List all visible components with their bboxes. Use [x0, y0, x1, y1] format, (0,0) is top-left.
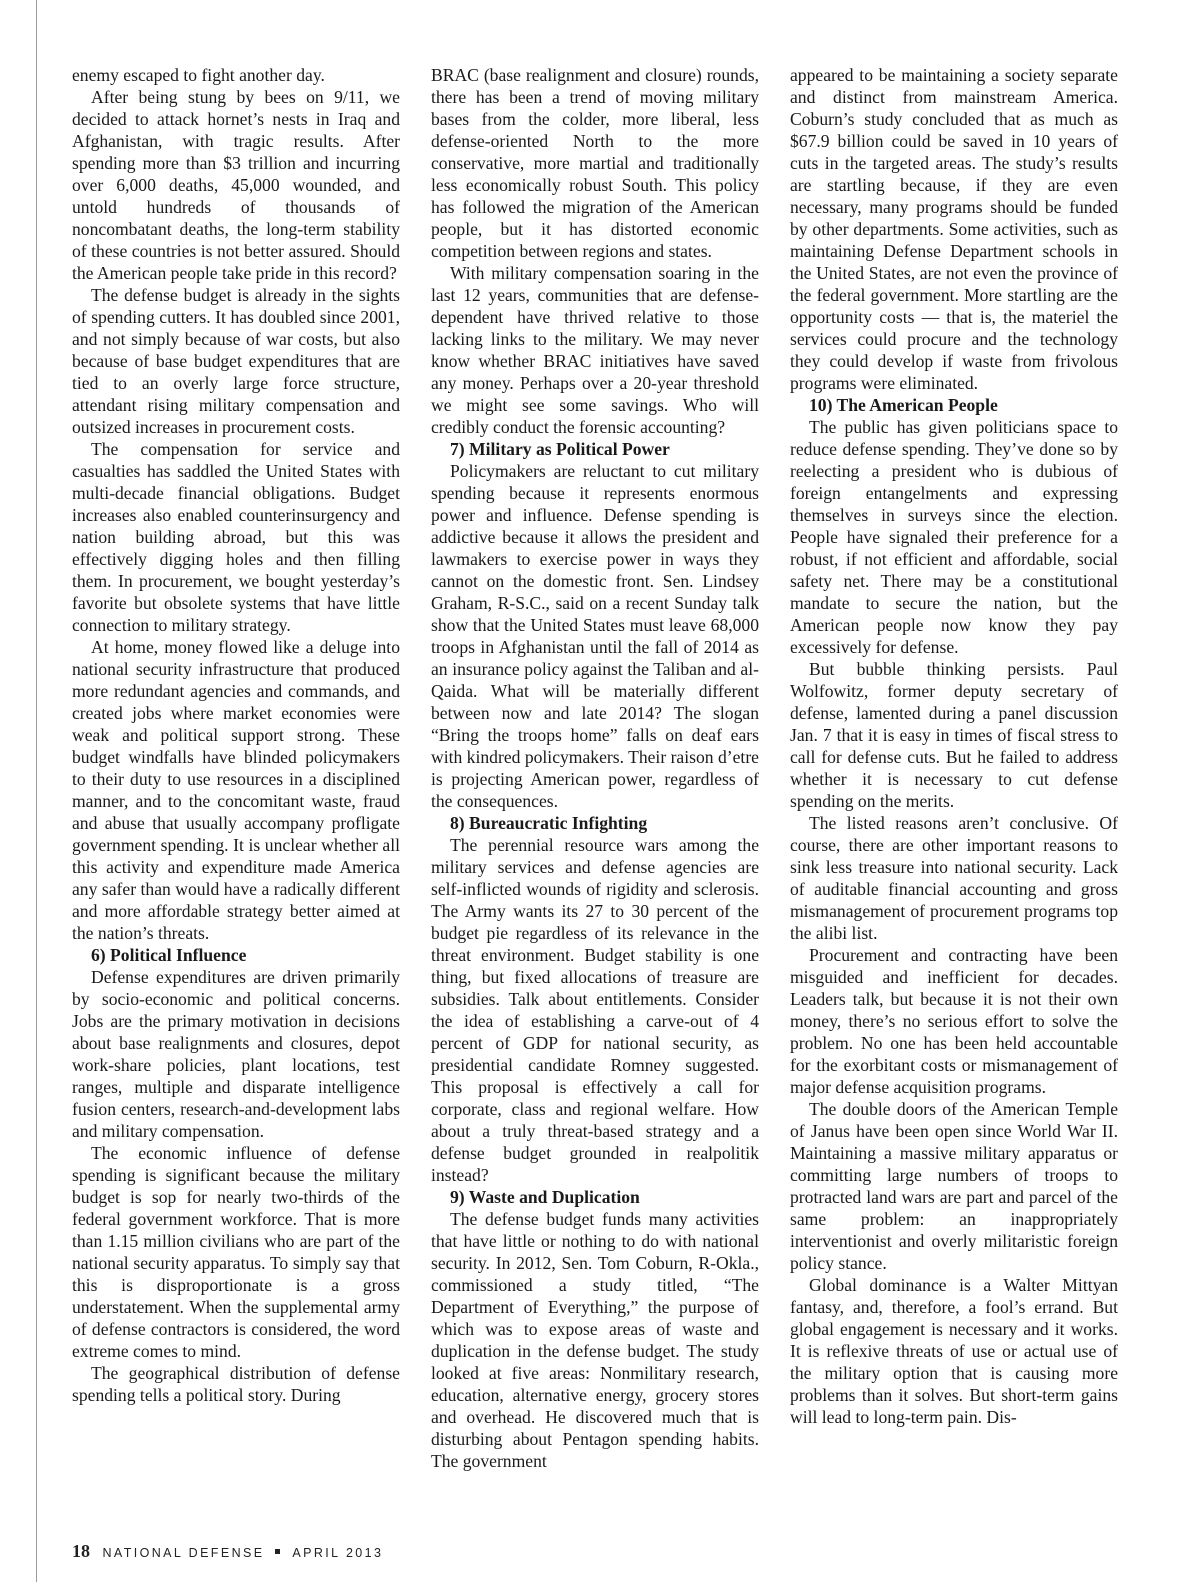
- article-column-3: [790, 64, 1118, 1428]
- paragraph: The defense budget funds many activities that have little or nothing to do with national security. In 2012, Sen. Tom Coburn, R-Okla., commissioned a study titled, “The Department of Everything,” the purpose of which was to expose areas of waste and duplication in the defense budget. The study looked at five areas: Nonmilitary research, education, alternative energy, grocery stores and overhead. He discovered much that is disturbing about Pentagon spending habits. The government: [431, 1209, 759, 1471]
- footer-separator: [275, 1549, 280, 1554]
- section-heading: 7) Military as Political Power: [450, 439, 670, 459]
- paragraph: enemy escaped to fight another day.: [72, 65, 325, 85]
- article-column-2: [431, 64, 759, 1472]
- paragraph: The economic influence of defense spending is significant because the military budget is sop for nearly two-thirds of the federal government workforce. That is more than 1.15 million civilians who are part of the national security apparatus. To simply say that this is disproportionate is a gross understatement. When the supplemental army of defense contractors is considered, the word extreme comes to mind.: [72, 1143, 400, 1361]
- paragraph: Global dominance is a Walter Mittyan fantasy, and, therefore, a fool’s errand. But global engagement is necessary and it works. It is reflexive threats of use or actual use of the military option that is causing more problems than it solves. But short-term gains will lead to long-term pain. Dis-: [790, 1275, 1118, 1427]
- paragraph: The compensation for service and casualties has saddled the United States with multi-decade financial obligations. Budget increases also enabled counterinsurgency and nation building abroad, but this was effectively digging holes and then filling them. In procurement, we bought yesterday’s favorite but obsolete systems that have little connection to military strategy.: [72, 439, 400, 635]
- publication-name: NATIONAL DEFENSE: [102, 1546, 265, 1560]
- section-heading: 10) The American People: [809, 395, 998, 415]
- section-heading: 6) Political Influence: [91, 945, 247, 965]
- paragraph: The defense budget is already in the sights of spending cutters. It has doubled since 2001, and not simply because of war costs, but also because of base budget expenditures that are tied to an overly large force structure, attendant rising military compensation and outsized increases in procurement costs.: [72, 285, 400, 437]
- page-number: 18: [72, 1541, 90, 1561]
- paragraph: At home, money flowed like a deluge into national security infrastructure that produced more redundant agencies and commands, and created jobs where market economies were weak and political support strong. These budget windfalls have blinded policymakers to their duty to use resources in a disciplined manner, and to the concomitant waste, fraud and abuse that usually accompany profligate government spending. It is unclear whether all this activity and expenditure made America any safer than would have a radically different and more affordable strategy better aimed at the nation’s threats.: [72, 637, 400, 943]
- section-heading: 8) Bureaucratic Infighting: [450, 813, 648, 833]
- paragraph: The listed reasons aren’t conclusive. Of course, there are other important reasons to sink less treasure into national security. Lack of auditable financial accounting and gross mismanagement of procurement programs top the alibi list.: [790, 813, 1118, 943]
- section-heading: 9) Waste and Duplication: [450, 1187, 640, 1207]
- paragraph: With military compensation soaring in the last 12 years, communities that are defense-dependent have thrived relative to those lacking links to the military. We may never know whether BRAC initiatives have saved any money. Perhaps over a 20-year threshold we might see some savings. Who will credibly conduct the forensic accounting?: [431, 263, 759, 437]
- paragraph: The geographical distribution of defense spending tells a political story. During: [72, 1363, 400, 1405]
- paragraph: The double doors of the American Temple of Janus have been open since World War II. Maintaining a massive military apparatus or committing large numbers of troops to protracted land wars are part and parcel of the same problem: an inappropriately interventionist and overly militaristic foreign policy stance.: [790, 1099, 1118, 1273]
- paragraph: appeared to be maintaining a society separate and distinct from mainstream America. Coburn’s study concluded that as much as $67.9 billion could be saved in 10 years of cuts in the targeted areas. The study’s results are startling because, if they are even necessary, many programs should be funded by other departments. Some activities, such as maintaining Defense Department schools in the United States, are not even the province of the federal government. More startling are the opportunity costs — that is, the materiel the services could procure and the technology they could develop if waste from frivolous programs were eliminated.: [790, 65, 1118, 393]
- paragraph: Procurement and contracting have been misguided and inefficient for decades. Leaders talk, but because it is not their own money, there’s no serious effort to solve the problem. No one has been held accountable for the exorbitant costs or mismanagement of major defense acquisition programs.: [790, 945, 1118, 1097]
- article-column-1: [72, 64, 400, 1406]
- page-margin-rule: [36, 0, 37, 1582]
- paragraph: The perennial resource wars among the military services and defense agencies are self-inflicted wounds of rigidity and sclerosis. The Army wants its 27 to 30 percent of the budget pie regardless of its relevance in the threat environment. Budget stability is one thing, but fixed allocations of treasure are subsidies. Talk about entitlements. Consider the idea of establishing a carve-out of 4 percent of GDP for national security, as presidential candidate Romney suggested. This proposal is effectively a call for corporate, class and regional welfare. How about a truly threat-based strategy and a defense budget grounded in realpolitik instead?: [431, 835, 759, 1185]
- paragraph: The public has given politicians space to reduce defense spending. They’ve done so by reelecting a president who is dubious of foreign entangelments and expressing themselves in surveys since the election. People have signaled their preference for a robust, if not efficient and affordable, social safety net. There may be a constitutional mandate to secure the nation, but the American people now know they pay excessively for defense.: [790, 417, 1118, 657]
- issue-date: APRIL 2013: [292, 1546, 384, 1560]
- paragraph: Policymakers are reluctant to cut military spending because it represents enormous power and influence. Defense spending is addictive because it allows the president and lawmakers to exercise power in ways they cannot on the domestic front. Sen. Lindsey Graham, R-S.C., said on a recent Sunday talk show that the United States must leave 68,000 troops in Afghanistan until the fall of 2014 as an insurance policy against the Taliban and al-Qaida. What will be materially different between now and late 2014? The slogan “Bring the troops home” falls on deaf ears with kindred policymakers. Their raison d’etre is projecting American power, regardless of the consequences.: [431, 461, 759, 811]
- paragraph: Defense expenditures are driven primarily by socio-economic and political concerns. Jobs are the primary motivation in decisions about base realignments and closures, depot work-share policies, plant locations, test ranges, multiple and disparate intelligence fusion centers, research-and-development labs and military compensation.: [72, 967, 400, 1141]
- page-footer: [72, 1541, 383, 1562]
- paragraph: But bubble thinking persists. Paul Wolfowitz, former deputy secretary of defense, lamented during a panel discussion Jan. 7 that it is easy in times of fiscal stress to call for defense cuts. But he failed to address whether it is necessary to cut defense spending on the merits.: [790, 659, 1118, 811]
- paragraph: BRAC (base realignment and closure) rounds, there has been a trend of moving military bases from the colder, more liberal, less defense-oriented North to the more conservative, more martial and traditionally less economically robust South. This policy has followed the migration of the American people, but it has distorted economic competition between regions and states.: [431, 65, 759, 261]
- paragraph: After being stung by bees on 9/11, we decided to attack hornet’s nests in Iraq and Afghanistan, with tragic results. After spending more than $3 trillion and incurring over 6,000 deaths, 45,000 wounded, and untold hundreds of thousands of noncombatant deaths, the long-term stability of these countries is not better assured. Should the American people take pride in this record?: [72, 87, 400, 283]
